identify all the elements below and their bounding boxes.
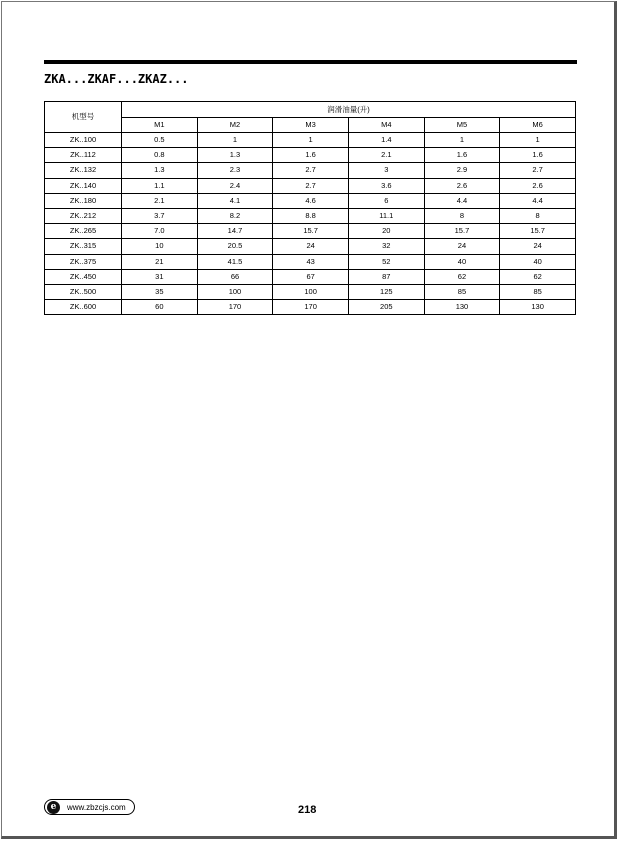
e-logo-icon: e <box>47 801 60 814</box>
model-cell: ZK..132 <box>45 163 122 178</box>
value-cell-m6: 8 <box>500 208 576 223</box>
table-body <box>45 133 576 315</box>
table-row <box>45 163 576 178</box>
value-cell-m1: 3.7 <box>122 208 198 223</box>
value-cell-m2: 2.4 <box>197 178 273 193</box>
value-cell-m5: 1 <box>424 133 500 148</box>
value-cell-m5: 24 <box>424 239 500 254</box>
value-cell-m6: 62 <box>500 269 576 284</box>
value-cell-m1: 0.8 <box>122 148 198 163</box>
value-cell-m1: 35 <box>122 284 198 299</box>
value-cell-m3: 100 <box>273 284 349 299</box>
value-cell-m5: 40 <box>424 254 500 269</box>
value-cell-m4: 52 <box>348 254 424 269</box>
table-row <box>45 239 576 254</box>
site-logo[interactable] <box>44 799 135 815</box>
site-url[interactable]: www.zbzcjs.com <box>67 803 126 812</box>
value-cell-m4: 1.4 <box>348 133 424 148</box>
table-row <box>45 193 576 208</box>
model-cell: ZK..600 <box>45 300 122 315</box>
model-cell: ZK..180 <box>45 193 122 208</box>
column-header-m1: M1 <box>122 118 198 133</box>
value-cell-m5: 15.7 <box>424 224 500 239</box>
value-cell-m1: 60 <box>122 300 198 315</box>
model-column-header: 机型号 <box>45 102 122 133</box>
value-cell-m3: 43 <box>273 254 349 269</box>
value-cell-m2: 66 <box>197 269 273 284</box>
value-cell-m4: 205 <box>348 300 424 315</box>
value-cell-m1: 0.5 <box>122 133 198 148</box>
value-cell-m2: 14.7 <box>197 224 273 239</box>
value-cell-m4: 125 <box>348 284 424 299</box>
value-cell-m3: 4.6 <box>273 193 349 208</box>
model-cell: ZK..140 <box>45 178 122 193</box>
column-header-m4: M4 <box>348 118 424 133</box>
value-cell-m5: 62 <box>424 269 500 284</box>
model-cell: ZK..265 <box>45 224 122 239</box>
value-cell-m1: 21 <box>122 254 198 269</box>
model-cell: ZK..112 <box>45 148 122 163</box>
value-cell-m3: 15.7 <box>273 224 349 239</box>
value-cell-m5: 2.6 <box>424 178 500 193</box>
value-cell-m2: 170 <box>197 300 273 315</box>
table-row <box>45 269 576 284</box>
value-cell-m1: 31 <box>122 269 198 284</box>
page-heading: ZKA...ZKAF...ZKAZ... <box>44 72 189 86</box>
value-cell-m4: 11.1 <box>348 208 424 223</box>
value-cell-m6: 40 <box>500 254 576 269</box>
value-cell-m3: 67 <box>273 269 349 284</box>
table-row <box>45 148 576 163</box>
column-header-m6: M6 <box>500 118 576 133</box>
value-cell-m2: 2.3 <box>197 163 273 178</box>
lubrication-table <box>44 101 576 315</box>
value-cell-m4: 20 <box>348 224 424 239</box>
value-cell-m1: 1.1 <box>122 178 198 193</box>
oil-quantity-header: 润滑油量(升) <box>122 102 576 118</box>
value-cell-m3: 24 <box>273 239 349 254</box>
column-header-m3: M3 <box>273 118 349 133</box>
column-header-m2: M2 <box>197 118 273 133</box>
value-cell-m6: 1 <box>500 133 576 148</box>
table-row <box>45 254 576 269</box>
value-cell-m6: 15.7 <box>500 224 576 239</box>
value-cell-m1: 10 <box>122 239 198 254</box>
page-number: 218 <box>298 804 317 816</box>
value-cell-m5: 2.9 <box>424 163 500 178</box>
value-cell-m6: 85 <box>500 284 576 299</box>
model-cell: ZK..450 <box>45 269 122 284</box>
table-row <box>45 178 576 193</box>
value-cell-m2: 4.1 <box>197 193 273 208</box>
value-cell-m4: 3.6 <box>348 178 424 193</box>
value-cell-m2: 41.5 <box>197 254 273 269</box>
table-row <box>45 208 576 223</box>
table-row <box>45 224 576 239</box>
value-cell-m2: 1 <box>197 133 273 148</box>
value-cell-m4: 87 <box>348 269 424 284</box>
model-cell: ZK..500 <box>45 284 122 299</box>
value-cell-m2: 8.2 <box>197 208 273 223</box>
top-rule <box>44 60 577 64</box>
column-header-m5: M5 <box>424 118 500 133</box>
value-cell-m2: 1.3 <box>197 148 273 163</box>
value-cell-m3: 170 <box>273 300 349 315</box>
value-cell-m1: 7.0 <box>122 224 198 239</box>
value-cell-m3: 1.6 <box>273 148 349 163</box>
value-cell-m1: 2.1 <box>122 193 198 208</box>
value-cell-m3: 2.7 <box>273 178 349 193</box>
value-cell-m6: 2.7 <box>500 163 576 178</box>
value-cell-m4: 6 <box>348 193 424 208</box>
value-cell-m6: 130 <box>500 300 576 315</box>
value-cell-m2: 100 <box>197 284 273 299</box>
value-cell-m3: 2.7 <box>273 163 349 178</box>
model-cell: ZK..100 <box>45 133 122 148</box>
value-cell-m1: 1.3 <box>122 163 198 178</box>
model-cell: ZK..315 <box>45 239 122 254</box>
value-cell-m6: 2.6 <box>500 178 576 193</box>
table-row <box>45 133 576 148</box>
value-cell-m6: 1.6 <box>500 148 576 163</box>
value-cell-m4: 2.1 <box>348 148 424 163</box>
value-cell-m3: 1 <box>273 133 349 148</box>
value-cell-m5: 1.6 <box>424 148 500 163</box>
value-cell-m5: 8 <box>424 208 500 223</box>
value-cell-m2: 20.5 <box>197 239 273 254</box>
value-cell-m5: 4.4 <box>424 193 500 208</box>
table-row <box>45 284 576 299</box>
value-cell-m5: 85 <box>424 284 500 299</box>
value-cell-m6: 24 <box>500 239 576 254</box>
table-row <box>45 300 576 315</box>
value-cell-m5: 130 <box>424 300 500 315</box>
value-cell-m6: 4.4 <box>500 193 576 208</box>
model-cell: ZK..375 <box>45 254 122 269</box>
value-cell-m3: 8.8 <box>273 208 349 223</box>
value-cell-m4: 3 <box>348 163 424 178</box>
model-cell: ZK..212 <box>45 208 122 223</box>
value-cell-m4: 32 <box>348 239 424 254</box>
